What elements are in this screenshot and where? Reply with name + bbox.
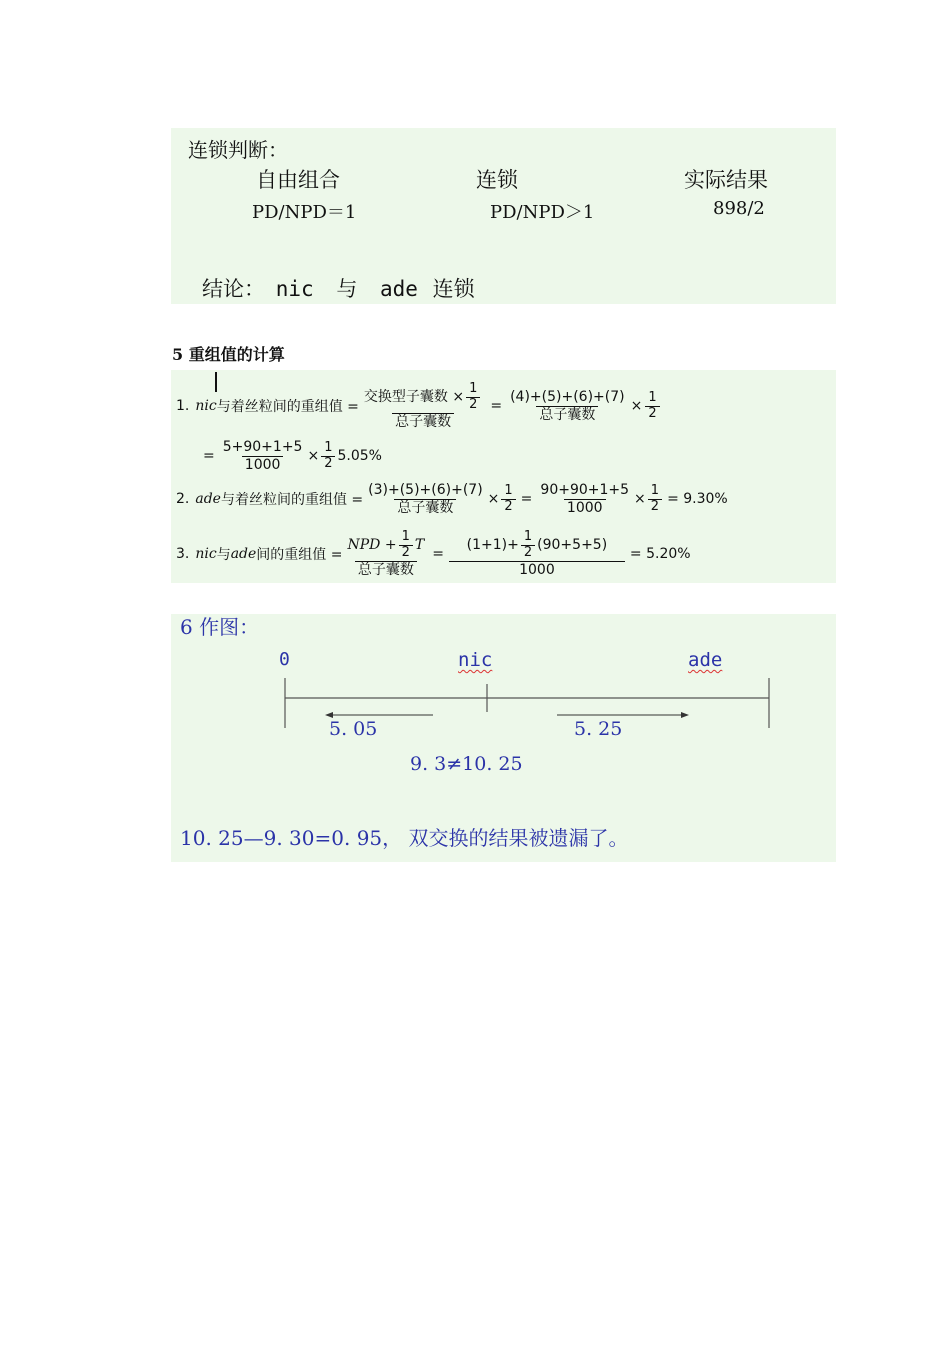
f1-frac3 — [220, 439, 306, 472]
f1-half-b-num: 1 — [648, 389, 657, 405]
f3-half-a — [399, 530, 413, 561]
f2-label: 与着丝粒间的重组值 = — [220, 492, 364, 508]
col-free-value: PD/NPD＝1 — [252, 202, 357, 223]
f3-gene2: ade — [230, 546, 257, 562]
f1-half-a — [466, 382, 480, 413]
f1-frac2-den: 总子囊数 — [536, 406, 598, 423]
f3-half-b-num: 1 — [523, 529, 533, 545]
map-inequality: 9. 3≠10. 25 — [410, 753, 523, 775]
formula-2 — [176, 478, 728, 520]
f1-line2-eq: = — [203, 448, 215, 464]
map-label-ade: ade — [688, 649, 723, 671]
f1-times: × — [630, 398, 643, 414]
map-conclusion: 10. 25—9. 30=0. 95， 双交换的结果被遗漏了。 — [180, 826, 629, 850]
linkage-conclusion — [202, 273, 475, 303]
f1-frac1 — [361, 382, 485, 430]
map-left-distance: 5. 05 — [329, 718, 378, 740]
col-linkage-value: PD/NPD＞1 — [490, 202, 595, 223]
f3-frac1-den: 总子囊数 — [355, 561, 417, 578]
f3-half-b — [521, 530, 535, 561]
f1-result: 5.05% — [337, 448, 382, 464]
f2-half-b-den: 2 — [648, 499, 662, 515]
conclusion-connector: 与 — [336, 277, 358, 301]
f2-frac2-num: 90+90+1+5 — [540, 482, 630, 499]
f1-half-c-den: 2 — [321, 456, 335, 472]
f3-result: = 5.20% — [629, 546, 691, 562]
f1-gene: nic — [195, 398, 217, 414]
map-label-nic: nic — [458, 649, 493, 671]
f2-gene: ade — [195, 491, 221, 507]
col-actual-heading: 实际结果 — [684, 168, 768, 192]
f2-half-a-num: 1 — [504, 482, 513, 498]
f3-prefix: 3. — [176, 546, 190, 562]
f1-half-a-den: 2 — [466, 397, 480, 413]
f1-prefix: 1. — [176, 398, 190, 414]
f2-result: = 9.30% — [667, 491, 728, 507]
f2-half-a-den: 2 — [501, 499, 515, 515]
f1-half-b-den: 2 — [645, 406, 659, 422]
f3-frac1 — [344, 530, 427, 578]
f3-half-b-den: 2 — [521, 545, 535, 561]
f1-frac3-num: 5+90+1+5 — [222, 439, 303, 456]
f3-frac2-num-a: (1+1)+ — [466, 537, 519, 554]
f3-mid: 与 — [216, 547, 231, 563]
f1-times-2: × — [307, 448, 320, 464]
f2-frac1-num: (3)+(5)+(6)+(7) — [368, 482, 483, 499]
f2-half-b — [648, 484, 662, 515]
f2-prefix: 2. — [176, 491, 190, 507]
f3-label: 间的重组值 = — [256, 547, 343, 563]
f3-frac2-den: 1000 — [449, 561, 625, 578]
f1-frac2 — [507, 389, 628, 422]
f1-frac1-den: 总子囊数 — [392, 413, 454, 430]
formula-3 — [176, 526, 691, 582]
f3-half-a-den: 2 — [399, 545, 413, 561]
f2-frac1-den: 总子囊数 — [394, 499, 456, 516]
f1-frac2-num: (4)+(5)+(6)+(7) — [510, 389, 625, 406]
linkage-title: 连锁判断： — [188, 138, 288, 162]
conclusion-result: 连锁 — [432, 277, 475, 301]
f2-half-a — [501, 484, 515, 515]
section5-heading: 5 重组值的计算 — [172, 345, 285, 364]
f2-half-b-num: 1 — [650, 482, 660, 498]
f3-frac2 — [449, 530, 625, 578]
f1-half-c-num: 1 — [324, 439, 333, 455]
f2-times-b: × — [634, 491, 646, 507]
formula-1 — [176, 378, 662, 434]
f3-frac1-num-a: NPD + — [347, 537, 397, 554]
map-arrowhead-right — [681, 712, 689, 718]
f3-eq: = — [432, 546, 444, 562]
f1-half-b — [645, 391, 659, 422]
f3-frac2-num-b: (90+5+5) — [537, 537, 608, 554]
map-label-origin: 0 — [279, 649, 290, 670]
map-heading: 6 作图： — [180, 615, 260, 639]
f1-half-c — [321, 441, 335, 472]
f1-half-a-num: 1 — [469, 381, 478, 397]
col-free-heading: 自由组合 — [256, 168, 340, 192]
f2-frac2 — [537, 482, 632, 515]
f3-half-a-num: 1 — [401, 529, 410, 545]
conclusion-gene1: nic — [275, 277, 314, 301]
f2-frac1 — [365, 482, 486, 515]
f2-times-a: × — [487, 491, 500, 507]
f2-frac2-den: 1000 — [564, 499, 606, 516]
f1-eq: = — [490, 398, 503, 414]
f1-frac3-den: 1000 — [242, 456, 284, 473]
col-actual-value: 898/2 — [713, 198, 765, 219]
conclusion-gene2: ade — [380, 277, 418, 301]
f1-label: 与着丝粒间的重组值 = — [216, 399, 359, 415]
f1-frac1-num: 交换型子囊数 × — [363, 389, 465, 406]
conclusion-label: 结论： — [202, 277, 265, 301]
col-linkage-heading: 连锁 — [476, 168, 518, 192]
f3-frac1-num-b: T — [414, 537, 425, 554]
map-right-distance: 5. 25 — [574, 718, 623, 740]
f2-eq: = — [520, 491, 533, 507]
f3-gene1: nic — [195, 546, 217, 562]
formula-1-line2 — [200, 436, 382, 476]
